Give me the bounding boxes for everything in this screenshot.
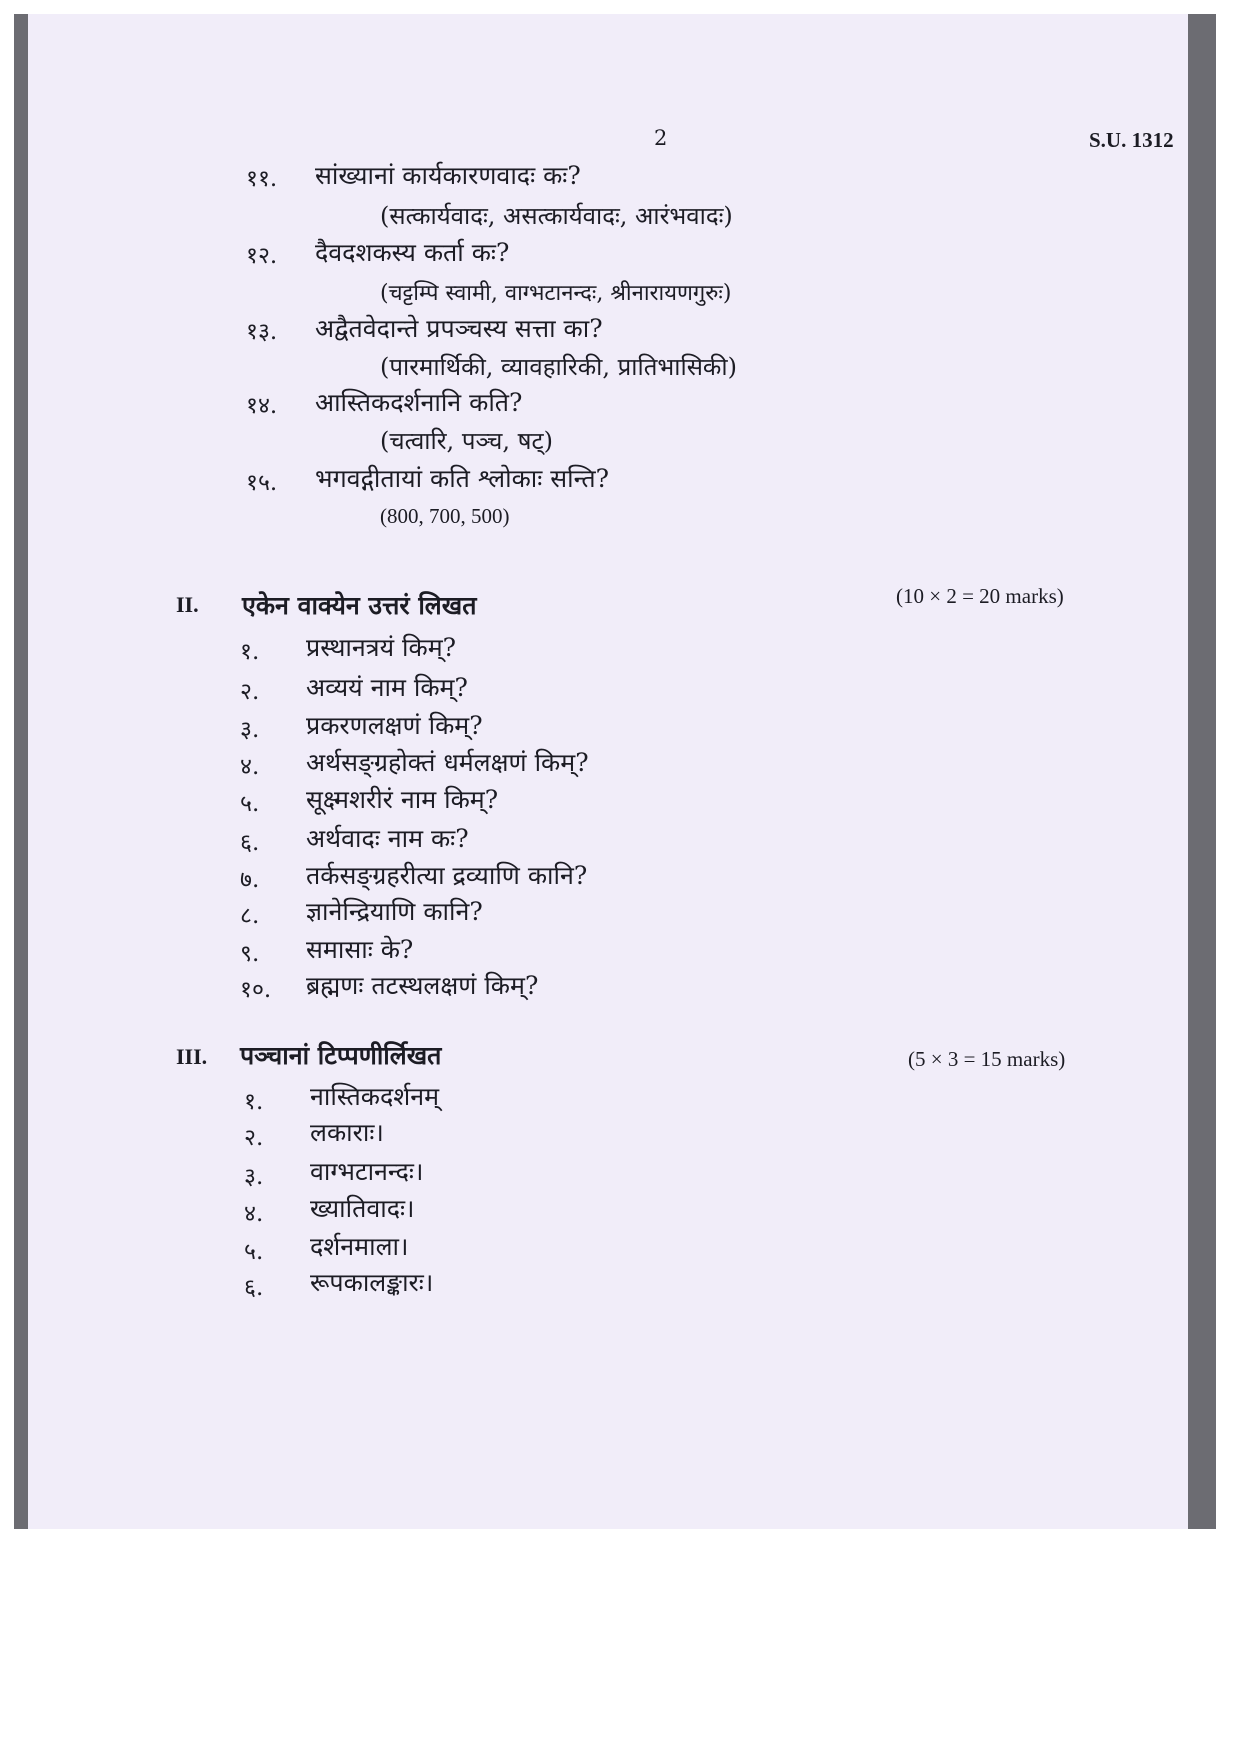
list-item: प्रस्थानत्रयं किम्? (306, 633, 457, 662)
list-item: समासाः के? (306, 935, 414, 964)
question-number: ११. (246, 166, 278, 192)
page-number: 2 (654, 126, 668, 150)
question-text: आस्तिकदर्शनानि कति? (315, 388, 523, 417)
section-marks: (5 × 3 = 15 marks) (908, 1047, 1066, 1071)
exam-page (28, 14, 1188, 1529)
list-item-number: ३. (244, 1164, 264, 1190)
question-options: (चत्वारि, पञ्च, षट्) (380, 427, 553, 455)
list-item-number: १. (244, 1089, 264, 1115)
list-item-number: ७. (240, 867, 260, 893)
list-item-number: ६. (244, 1275, 264, 1301)
list-item: दर्शनमाला। (310, 1232, 409, 1261)
question-text: सांख्यानां कार्यकारणवादः कः? (315, 161, 581, 190)
question-options: (चट्टम्पि स्वामी, वाग्भटानन्दः, श्रीनारायणगुरुः) (380, 281, 732, 306)
question-options: (800, 700, 500) (380, 504, 510, 528)
question-text: भगवद्गीतायां कति श्लोकाः सन्ति? (315, 464, 609, 493)
list-item-number: १. (240, 639, 260, 665)
list-item-number: ३. (240, 717, 260, 743)
question-options: (सत्कार्यवादः, असत्कार्यवादः, आरंभवादः) (380, 202, 733, 230)
list-item: ब्रह्मणः तटस्थलक्षणं किम्? (306, 971, 539, 1000)
list-item: अव्ययं नाम किम्? (306, 673, 468, 702)
list-item-number: ६. (240, 830, 260, 856)
list-item: तर्कसङ्ग्रहरीत्या द्रव्याणि कानि? (306, 861, 588, 890)
question-number: १३. (246, 319, 278, 345)
list-item-number: १०. (240, 977, 272, 1003)
section-title: एकेन वाक्येन उत्तरं लिखत (242, 591, 477, 620)
section-roman: II. (176, 592, 199, 617)
list-item: वाग्भटानन्दः। (310, 1157, 424, 1186)
list-item-number: ५. (240, 791, 260, 817)
list-item-number: २. (244, 1125, 264, 1151)
question-text: अद्वैतवेदान्ते प्रपञ्चस्य सत्ता का? (315, 314, 603, 343)
list-item-number: ८. (240, 903, 260, 929)
list-item: लकाराः। (310, 1118, 384, 1147)
question-number: १२. (246, 243, 278, 269)
list-item-number: ४. (244, 1201, 264, 1227)
question-number: १४. (246, 393, 278, 419)
section-marks: (10 × 2 = 20 marks) (896, 584, 1064, 608)
list-item: रूपकालङ्कारः। (310, 1268, 434, 1297)
question-text: दैवदशकस्य कर्ता कः? (315, 238, 510, 267)
list-item: नास्तिकदर्शनम् (310, 1082, 440, 1111)
paper-code: S.U. 1312 (1089, 128, 1174, 152)
list-item: ख्यातिवादः। (310, 1194, 415, 1223)
section-title: पञ्चानां टिप्पणीर्लिखत (240, 1041, 442, 1070)
section-roman: III. (176, 1044, 208, 1069)
question-number: १५. (246, 470, 278, 496)
list-item: प्रकरणलक्षणं किम्? (306, 711, 483, 740)
list-item: ज्ञानेन्द्रियाणि कानि? (306, 897, 483, 926)
list-item: सूक्ष्मशरीरं नाम किम्? (306, 785, 499, 814)
list-item: अर्थवादः नाम कः? (306, 824, 469, 853)
question-options: (पारमार्थिकी, व्यावहारिकी, प्रातिभासिकी) (380, 353, 737, 381)
list-item: अर्थसङ्ग्रहोक्तं धर्मलक्षणं किम्? (306, 748, 589, 777)
list-item-number: ५. (244, 1239, 264, 1265)
list-item-number: ४. (240, 754, 260, 780)
list-item-number: २. (240, 679, 260, 705)
list-item-number: ९. (240, 941, 260, 967)
